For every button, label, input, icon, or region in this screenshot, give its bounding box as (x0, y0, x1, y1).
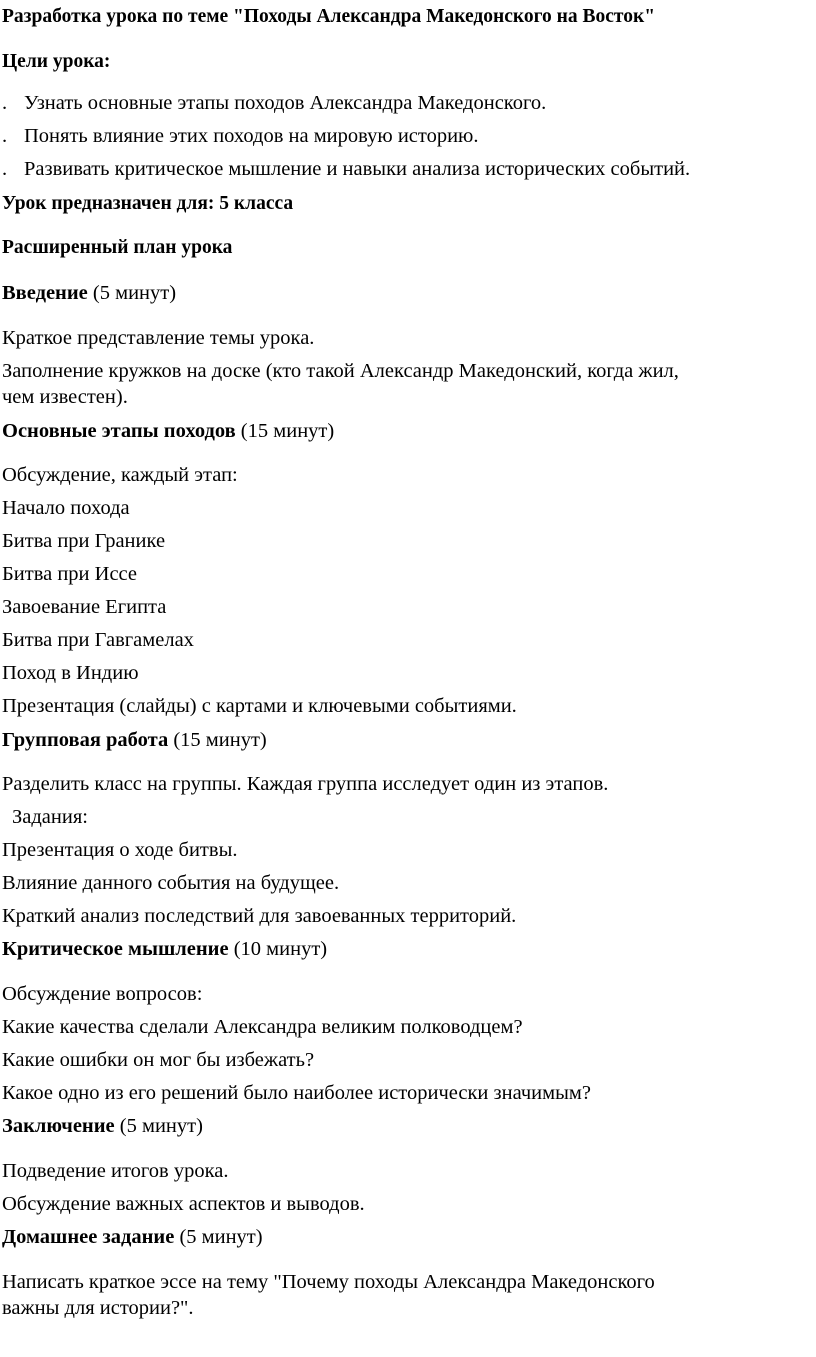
list-item: Начало похода (2, 497, 130, 519)
list-item: Презентация о ходе битвы. (2, 839, 238, 861)
list-item: Битва при Гавгамелах (2, 629, 194, 651)
list-item: Разделить класс на группы. Каждая группа исследует один из этапов. (2, 773, 609, 795)
list-item: важны для истории?". (2, 1297, 194, 1319)
bullet: . (2, 125, 8, 147)
list-item: Краткое представление темы урока. (2, 327, 315, 349)
document-title: Разработка урока по теме "Походы Александра Македонского на Восток" (2, 6, 656, 27)
list-item: Краткий анализ последствий для завоеванных территорий. (2, 905, 517, 927)
list-item: чем известен). (2, 386, 128, 408)
list-item: Влияние данного события на будущее. (2, 872, 340, 894)
list-item: Презентация (слайды) с картами и ключевыми событиями. (2, 695, 517, 717)
list-item: Задания: (12, 806, 88, 828)
bullet: . (2, 158, 8, 180)
goal-item: . Узнать основные этапы походов Александра Македонского. (2, 92, 547, 114)
list-item: Написать краткое эссе на тему "Почему походы Александра Македонского (2, 1271, 655, 1293)
list-item: Завоевание Египта (2, 596, 167, 618)
list-item: Какие качества сделали Александра великим полководцем? (2, 1016, 523, 1038)
goal-item: . Развивать критическое мышление и навыки анализа исторических событий. (2, 158, 691, 180)
plan-heading: Расширенный план урока (2, 237, 233, 258)
list-item: Заполнение кружков на доске (кто такой Александр Македонский, когда жил, (2, 360, 679, 382)
list-item: Обсуждение вопросов: (2, 983, 203, 1005)
list-item: Битва при Гранике (2, 530, 166, 552)
goal-item: . Понять влияние этих походов на мировую историю. (2, 125, 479, 147)
section-heading-conclusion: Заключение (5 минут) (2, 1115, 203, 1137)
section-heading-stages: Основные этапы походов (15 минут) (2, 420, 335, 442)
section-heading-intro: Введение (5 минут) (2, 282, 177, 304)
audience-line: Урок предназначен для: 5 класса (2, 193, 294, 214)
section-heading-critical: Критическое мышление (10 минут) (2, 938, 328, 960)
list-item: Какие ошибки он мог бы избежать? (2, 1049, 315, 1071)
list-item: Обсуждение, каждый этап: (2, 464, 238, 486)
section-heading-group: Групповая работа (15 минут) (2, 729, 267, 751)
list-item: Обсуждение важных аспектов и выводов. (2, 1193, 365, 1215)
list-item: Какое одно из его решений было наиболее исторически значимым? (2, 1082, 591, 1104)
list-item: Поход в Индию (2, 662, 139, 684)
list-item: Битва при Иссе (2, 563, 138, 585)
bullet: . (2, 92, 8, 114)
goals-heading: Цели урока: (2, 51, 111, 72)
section-heading-homework: Домашнее задание (5 минут) (2, 1226, 263, 1248)
list-item: Подведение итогов урока. (2, 1160, 229, 1182)
